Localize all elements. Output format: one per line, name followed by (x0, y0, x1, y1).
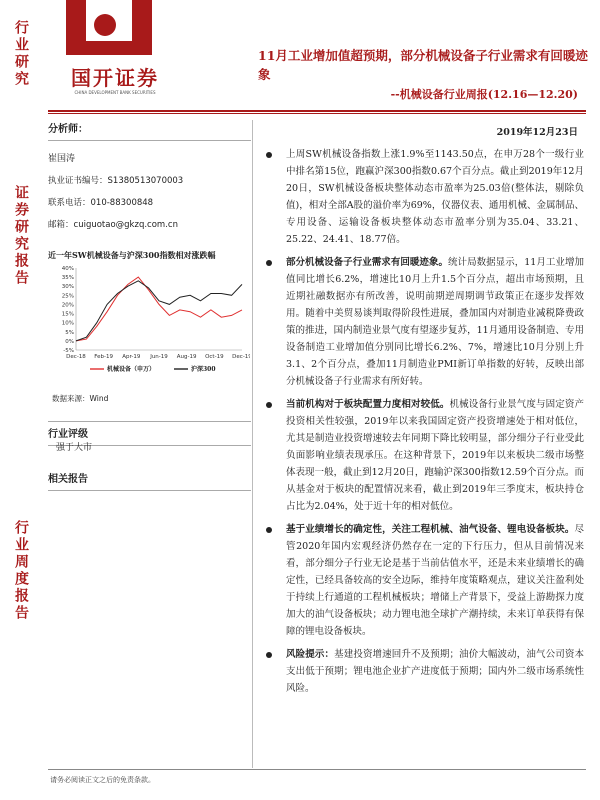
logo-dot-icon (94, 14, 116, 36)
bullet-icon (266, 527, 272, 533)
rating-heading: 行业评级 (48, 429, 88, 440)
analyst-panel (48, 120, 251, 230)
y-tick-label: 5% (65, 329, 74, 336)
y-tick-label: 40% (61, 266, 74, 272)
bullet-icon (266, 260, 272, 266)
related-section (48, 470, 251, 494)
x-tick-label: Dec-18 (66, 354, 86, 360)
body-paragraph (262, 646, 584, 697)
paragraph-lead: 部分机械设备子行业需求有回暖迹象。 (286, 257, 449, 268)
footer-divider (48, 769, 586, 770)
paragraph-text: 基建投资增速回升不及预期；油价大幅波动，油气公司资本支出低于预期；锂电池企业扩产进度低于预期；国内外二级市场系统性风险。 (286, 649, 584, 694)
cert-line (48, 174, 251, 186)
y-tick-label: 25% (61, 293, 74, 300)
bullet-icon (266, 402, 272, 408)
legend-label: 机械设备（申万） (107, 366, 156, 373)
body-paragraph (262, 396, 584, 515)
y-tick-label: 35% (61, 275, 74, 282)
rating-value: 强于大市 (56, 443, 93, 453)
side-label-bottom: 行业周度报告 (13, 520, 29, 622)
divider (48, 140, 251, 141)
paragraph-lead: 风险提示： (286, 649, 335, 660)
analyst-heading: 分析师： (48, 124, 88, 135)
line-chart (50, 262, 250, 382)
related-heading: 相关报告 (48, 474, 88, 485)
bullet-icon (266, 652, 272, 658)
side-label-top: 行业研究 (13, 20, 29, 88)
x-tick-label: Apr-19 (122, 354, 141, 360)
y-tick-label: 30% (61, 284, 74, 291)
legend-label: 沪深300 (191, 366, 216, 373)
y-tick-label: 20% (61, 302, 74, 309)
paragraph-text: 统计局数据显示，11月工业增加值同比增长6.2%，增速比10月上升1.5个百分点，超出市场预期，且近期社融数据亦有所改善，说明前期逆周期调节政策正在逐步发挥效用。随着中美贸易谈判取得阶段性进展，叠加国内对制造业减税降费政策的推进，国内制造业景气度有望逐步复苏，11月通用设备制造、专用设备制造工业增加值分别同比增长6.2%、7%，增速比10月分别上升3.1、2个百分点，叠加11月制造业PMI新订单指数的好转，反映出部分机械设备子行业需求有所好转。 (286, 257, 584, 387)
cert-label: 执业证书编号： (48, 176, 108, 186)
body-paragraph (262, 254, 584, 390)
series-line-1 (76, 281, 242, 341)
analyst-name: 崔国涛 (48, 154, 76, 164)
paragraph-text: 机械设备行业景气度与固定资产投资相关性较强，2019年以来我国固定资产投资增速处于相对低位，尤其是制造业投资增速较去年同期下降比较明显，部分细分子行业受此负面影响业绩表现承压。在这种背景下，2019年以来板块二级市场整体表现一般，截止到12月20日，跑输沪深300指数12.59个百分点。而从基金对于板块的配置情况来看，截止到2019年三季度末，板块持仓占比为2.04%，处于近十年的相对低位。 (286, 399, 584, 512)
phone-value: 010-88300848 (90, 198, 154, 208)
paragraph-text: 尽管2020年国内宏观经济仍然存在一定的下行压力，但从目前情况来看，部分细分子行业无论是基于当前估值水平，还是未来业绩增长的确定性，已经具备较高的安全边际，维持年度策略观点，建议关注盈利处于持续上行通道的工程机械板块；增储上产背景下，受益上游勘探力度加大的油气设备板块；动力锂电池全球扩产潮持续，未来订单获得有保障的锂电设备板块。 (286, 524, 584, 637)
divider (48, 490, 251, 491)
report-date: 2019年12月23日 (496, 127, 578, 138)
header-divider (48, 110, 586, 112)
logo-name: 国开证券 (71, 66, 159, 90)
side-band (0, 0, 38, 800)
x-tick-label: Jun-19 (150, 354, 168, 360)
email-value[interactable]: cuiguotao@gkzq.com.cn (73, 220, 178, 230)
phone-line (48, 196, 251, 208)
y-tick-label: 0% (65, 338, 74, 345)
logo-english: CHINA DEVELOPMENT BANK SECURITIES (74, 90, 156, 95)
disclaimer-note: 请务必阅读正文之后的免责条款。 (50, 776, 155, 784)
chart-container (50, 262, 250, 382)
x-tick-label: Feb-19 (94, 354, 114, 360)
email-line (48, 218, 251, 230)
series-line-0 (76, 277, 242, 341)
x-tick-label: Oct-19 (205, 354, 224, 360)
side-label-middle: 证券研究报告 (13, 185, 29, 287)
bullet-icon (266, 152, 272, 158)
email-label: 邮箱： (48, 220, 74, 230)
data-source: 数据来源：Wind (52, 394, 109, 403)
report-body (262, 146, 584, 703)
y-tick-label: -5% (63, 348, 74, 354)
body-paragraph (262, 146, 584, 248)
cert-value: S1380513070003 (107, 176, 184, 186)
column-separator (252, 120, 253, 768)
y-tick-label: 10% (61, 320, 74, 327)
y-tick-label: 15% (61, 311, 74, 318)
report-subtitle: --机械设备行业周报(12.16—12.20) (390, 88, 578, 101)
report-title: 11月工业增加值超预期，部分机械设备子行业需求有回暖迹象 (258, 48, 588, 82)
x-tick-label: Aug-19 (176, 354, 197, 360)
divider (48, 421, 251, 422)
body-paragraph (262, 521, 584, 640)
company-logo (60, 0, 170, 102)
phone-label: 联系电话： (48, 198, 91, 208)
paragraph-lead: 基于业绩增长的确定性，关注工程机械、油气设备、锂电设备板块。 (286, 524, 575, 535)
paragraph-text: 上周SW机械设备指数上涨1.9%至1143.50点，在申万28个一级行业中排名第15位，跑赢沪深300指数0.67个百分点。截止到2019年12月20日，SW机械设备板块整体动态市盈率为25.03倍(整体法，剔除负值)，相对全部A股的溢价率为69%，仪器仪表、通用机械、金属制品、专用设备、运输设备板块整体动态市盈率分别为35.04、33.21、25.22、24.41、18.77倍。 (286, 149, 584, 245)
paragraph-lead: 当前机构对于板块配置力度相对较低。 (286, 399, 450, 410)
chart-title: 近一年SW机械设备与沪深300指数相对涨跌幅 (48, 250, 216, 260)
x-tick-label: Dec-19 (232, 354, 250, 360)
header-divider-thin (48, 113, 586, 114)
